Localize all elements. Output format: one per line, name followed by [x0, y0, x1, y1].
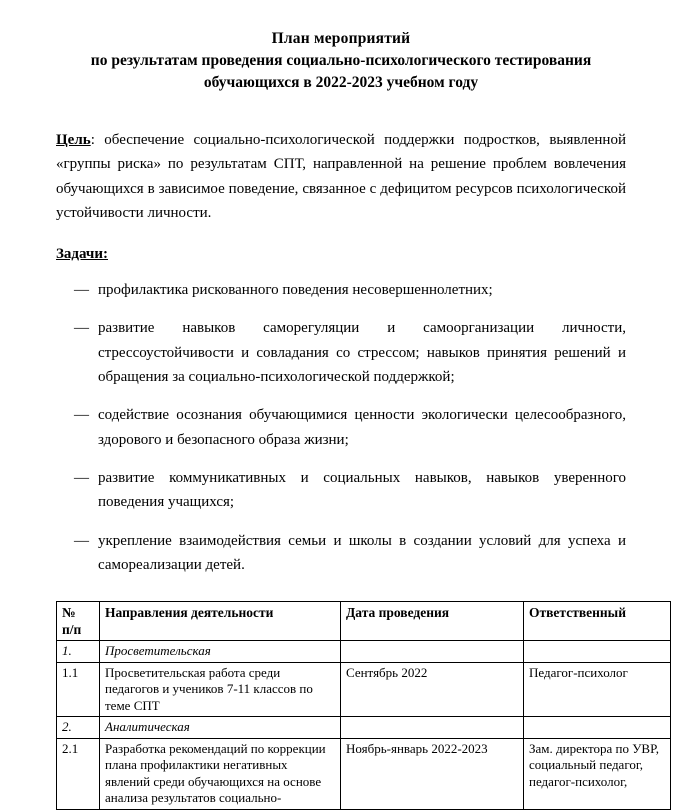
list-item	[56, 466, 626, 515]
table-body	[57, 641, 671, 810]
cell-date	[341, 717, 524, 739]
dash-marker: —	[74, 320, 89, 337]
cell-number: 2.	[57, 717, 100, 739]
list-item-text: профилактика рискованного поведения несовершеннолетних;	[98, 282, 493, 299]
column-header-responsible: Ответственный	[524, 602, 671, 641]
cell-direction: Просветительская	[100, 641, 341, 663]
page-title	[56, 28, 626, 94]
goal-label: Цель	[56, 132, 91, 148]
list-item-text: содействие осознания обучающимися ценности экологически целесообразного, здорового и безопасного образа жизни;	[98, 407, 626, 448]
cell-date: Ноябрь-январь 2022-2023	[341, 738, 524, 809]
title-line-3: обучающихся в 2022-2023 учебном году	[203, 74, 479, 91]
cell-date: Сентябрь 2022	[341, 662, 524, 717]
cell-responsible: Педагог-психолог	[524, 662, 671, 717]
title-line-1: План мероприятий	[271, 30, 411, 47]
title-spacer	[56, 94, 626, 128]
dash-marker: —	[74, 532, 89, 549]
table-row	[57, 662, 671, 717]
table-header	[57, 602, 671, 641]
tasks-heading: Задачи:	[56, 246, 109, 263]
list-item	[56, 529, 626, 578]
goal-text: : обеспечение социально-психологической поддержки подростков, выявленной «группы риска» по результатам СПТ, направленной на решение проблем вовлечения обучающихся в зависимое поведение, связанное с дефицитом ресурсов психологической устойчивости личности.	[56, 132, 626, 221]
list-item-text: укрепление взаимодействия семьи и школы в создании условий для успеха и самореализации детей.	[98, 532, 626, 573]
dash-marker: —	[74, 282, 89, 299]
cell-number: 2.1	[57, 738, 100, 809]
list-item	[56, 316, 626, 389]
cell-direction: Аналитическая	[100, 717, 341, 739]
cell-date	[341, 641, 524, 663]
cell-number: 1.1	[57, 662, 100, 717]
table-spacer	[56, 591, 626, 601]
column-header-direction: Направления деятельности	[100, 602, 341, 641]
cell-responsible	[524, 641, 671, 663]
tasks-list	[56, 278, 626, 577]
list-item-text: развитие навыков саморегуляции и самоорганизации личности, стрессоустойчивости и совладания со стрессом; навыков принятия решений и обращения за социально-психологической поддержкой;	[98, 320, 626, 386]
cell-responsible: Зам. директора по УВР, социальный педагог, педагог-психолог,	[524, 738, 671, 809]
title-line-2: по результатам проведения социально-психологического тестирования	[90, 52, 592, 69]
column-header-date: Дата проведения	[341, 602, 524, 641]
cell-responsible	[524, 717, 671, 739]
table-row	[57, 738, 671, 809]
table-row	[57, 717, 671, 739]
table-header-row	[57, 602, 671, 641]
list-item	[56, 278, 626, 302]
tasks-spacer	[56, 266, 626, 278]
list-item	[56, 403, 626, 452]
goal-paragraph	[56, 128, 626, 225]
cell-number: 1.	[57, 641, 100, 663]
column-header-number-top: №	[62, 605, 76, 621]
plan-table	[56, 601, 671, 810]
column-header-number	[57, 602, 100, 641]
cell-direction: Просветительская работа среди педагогов и учеников 7-11 классов по теме СПТ	[100, 662, 341, 717]
cell-direction: Разработка рекомендаций по коррекции плана профилактики негативных явлений среди обучающихся на основе анализа результатов социально-	[100, 738, 341, 809]
goal-spacer	[56, 225, 626, 242]
dash-marker: —	[74, 469, 89, 486]
table-row	[57, 641, 671, 663]
list-item-text: развитие коммуникативных и социальных навыков, навыков уверенного поведения учащихся;	[98, 469, 626, 511]
dash-marker: —	[74, 407, 89, 424]
column-header-number-bottom: п/п	[62, 622, 82, 638]
